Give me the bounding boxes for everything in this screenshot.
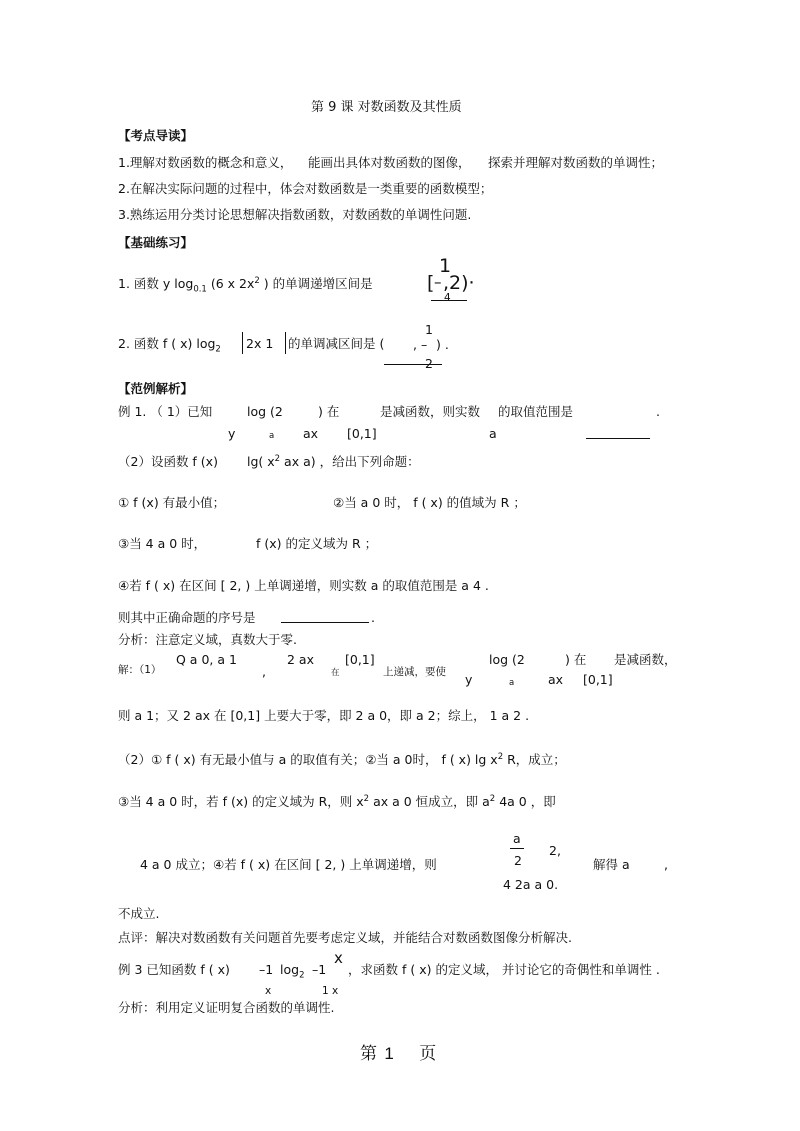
example-1-period: . [656, 404, 660, 419]
example-1-part2-tail: ax a) ，给出下列命题： [280, 454, 420, 470]
solution-line-2: 则 a 1；又 2 ax 在 [0,1] 上要大于零，即 2 a 0，即 a 2；综上， 1 a 2 . [118, 708, 530, 723]
example-3-numerator-x: x [334, 949, 343, 967]
guide-item-1b: 能画出具体对数函数的图像， [308, 155, 471, 170]
exercise-2-answer-end: ) . [436, 337, 449, 352]
guide-item-1a: 1.理解对数函数的概念和意义， [118, 155, 293, 170]
exercise-1-answer-bracket: [ [427, 272, 435, 294]
exercise-2-abs-bar-right [285, 332, 286, 354]
footer-di: 第 [360, 1044, 377, 1064]
exercise-2-answer-middle: , – [413, 337, 428, 352]
guide-item-1c: 探索并理解对数函数的单调性； [488, 155, 664, 170]
example-1-log: log (2 [247, 404, 283, 419]
solution-label: 解：（1） [118, 664, 162, 676]
exercise-2-lead: 2. 函数 f ( x) log [118, 336, 216, 351]
solution-y: y [465, 672, 473, 687]
solution-line-3-exponent: 2 [497, 752, 504, 762]
solution-frac-value: 2, [549, 843, 561, 858]
example-1-answer-blank [586, 438, 650, 439]
example-1-interval: [0,1] [347, 426, 377, 441]
exercise-2-body: 2x 1 [246, 336, 274, 351]
example-3-log-base: 2 [299, 970, 305, 981]
solution-interval-2: [0,1] [583, 672, 613, 687]
solution-zai2: ) 在 [565, 652, 587, 667]
exercise-2-log-base: 2 [215, 344, 221, 355]
exercise-2-answer-numerator: 1 [425, 322, 433, 337]
solution-frac-bar [510, 848, 524, 849]
example-1-y: y [228, 426, 236, 441]
solution-line-5: 4 a 0 成立；④若 f ( x) 在区间 [ 2, ) 上单调递增，则 [140, 857, 437, 872]
solution-line-4-text: ③当 4 a 0 时，若 f (x) 的定义域为 R，则 x [118, 794, 364, 810]
footer-ye: 页 [419, 1044, 437, 1064]
solution-log: log (2 [489, 652, 525, 667]
solution-line-4-end: 4a 0 ，即 [495, 794, 556, 810]
exercise-1-answer-minus: – [434, 273, 442, 291]
comment: 点评：解决对数函数有关问题首先要考虑定义域，并能结合对数函数图像分析解决. [118, 930, 572, 945]
solution-line-3-text: （2）① f ( x) 有无最小值与 a 的取值有关；②当 a 0时， f ( x) lg x [118, 752, 498, 768]
example-1-variable-a: a [489, 426, 497, 441]
example-1-base-a: a [269, 431, 275, 441]
exercise-1 [118, 276, 373, 295]
example-1-part2-lg-text: lg( x [247, 454, 275, 470]
solution-zai: 在 [331, 668, 340, 678]
solution-frac-numerator: a [513, 831, 521, 846]
solution-line-3 [118, 752, 566, 767]
exercise-1-log-base: 0.1 [193, 284, 207, 295]
example-3-minus-1b: –1 [312, 962, 327, 977]
solution-line-3-end: R，成立； [503, 752, 566, 768]
solution-line-5-comma: , [664, 857, 668, 872]
exercise-2-fraction-bar [384, 364, 442, 365]
proposition-1: ① f (x) 有最小值； [118, 495, 226, 510]
example-1-ax: ax [303, 426, 319, 441]
solution-condition: Q a 0, a 1 [176, 652, 237, 667]
solution-line-4-exponent: 2 [363, 794, 370, 804]
proposition-question: 则其中正确命题的序号是 [118, 610, 256, 625]
exercise-2-abs-bar-left [242, 332, 243, 354]
exercise-1-answer-denominator: 4 [444, 292, 451, 304]
exercise-1-answer-numerator: 1 [439, 255, 452, 277]
example-1-intro: 例 1. （ 1）已知 [118, 404, 213, 419]
page-footer [360, 1044, 436, 1064]
example-1-part2-exponent: 2 [274, 454, 281, 464]
exercise-1-body: (6 x 2x [206, 276, 255, 292]
example-3-log [280, 962, 304, 981]
solution-frac-denominator: 2 [514, 853, 522, 868]
example-3-log-text: log [280, 962, 300, 977]
solution-line-4-exponent-2: 2 [489, 794, 496, 804]
analysis-1: 分析：注意定义域，真数大于零. [118, 632, 297, 647]
example-3-question: ，求函数 f ( x) 的定义域， 并讨论它的奇偶性和单调性 . [348, 962, 660, 977]
proposition-answer-blank [281, 622, 369, 623]
example-1-decreasing: 是减函数，则实数 [380, 404, 481, 419]
proposition-2: ②当 a 0 时， f ( x) 的值域为 R ； [333, 495, 526, 510]
proposition-4: ④若 f ( x) 在区间 [ 2, ) 上单调递增，则实数 a 的取值范围是 a 4 . [118, 578, 489, 593]
section-basic-heading: 【基础练习】 [118, 235, 194, 250]
solution-not-hold: 不成立. [118, 906, 160, 921]
solution-middle: 上递减，要使 [383, 666, 446, 678]
exercise-2-tail: 的单调减区间是 ( [288, 336, 385, 351]
example-1-range-text: 的取值范围是 [498, 404, 574, 419]
exercise-2-answer-denominator: 2 [425, 356, 433, 371]
proposition-question-end: . [371, 610, 375, 625]
example-1-part2-intro: （2）设函数 f (x) [118, 454, 218, 469]
exercise-1-exponent: 2 [254, 276, 260, 286]
guide-item-2: 2.在解决实际问题的过程中，体会对数函数是一类重要的函数模型； [118, 181, 493, 196]
example-1-part2-lg [247, 454, 420, 469]
solution-line-5-solve: 解得 a [593, 857, 630, 872]
solution-comma: , [262, 664, 266, 679]
solution-2ax: 2 ax [287, 652, 314, 667]
page-title: 第 9 课 对数函数及其性质 [311, 100, 462, 115]
section-guide-heading: 【考点导读】 [118, 128, 194, 143]
exercise-1-answer-rest: ,2)· [443, 272, 475, 294]
example-3-intro: 例 3 已知函数 f ( x) [118, 962, 230, 977]
example-3-denominator-x: x [265, 985, 272, 997]
solution-line-5-condition: 4 2a a 0. [503, 877, 559, 892]
example-3-minus-1: –1 [259, 962, 274, 977]
example-1-zai: ) 在 [318, 404, 340, 419]
solution-line-4-mid: ax a 0 恒成立，即 a [369, 794, 490, 810]
example-3-analysis: 分析：利用定义证明复合函数的单调性. [118, 1000, 335, 1015]
section-examples-heading: 【范例解析】 [118, 381, 194, 396]
exercise-2 [118, 336, 221, 355]
solution-decreasing: 是减函数， [614, 652, 677, 667]
solution-ax: ax [548, 672, 564, 687]
exercise-1-lead: 1. 函数 y log [118, 276, 194, 292]
solution-base-a: a [509, 678, 515, 688]
solution-interval: [0,1] [345, 652, 375, 667]
guide-item-3: 3.熟练运用分类讨论思想解决指数函数，对数函数的单调性问题. [118, 207, 472, 222]
proposition-3-domain: f (x) 的定义域为 R ； [256, 536, 378, 551]
footer-page-number: 1 [384, 1044, 394, 1063]
exercise-1-tail: ) 的单调递增区间是 [259, 276, 373, 292]
proposition-3: ③当 4 a 0 时， [118, 536, 207, 551]
solution-line-4 [118, 794, 556, 809]
example-3-denominator-1x: 1 x [322, 985, 339, 997]
